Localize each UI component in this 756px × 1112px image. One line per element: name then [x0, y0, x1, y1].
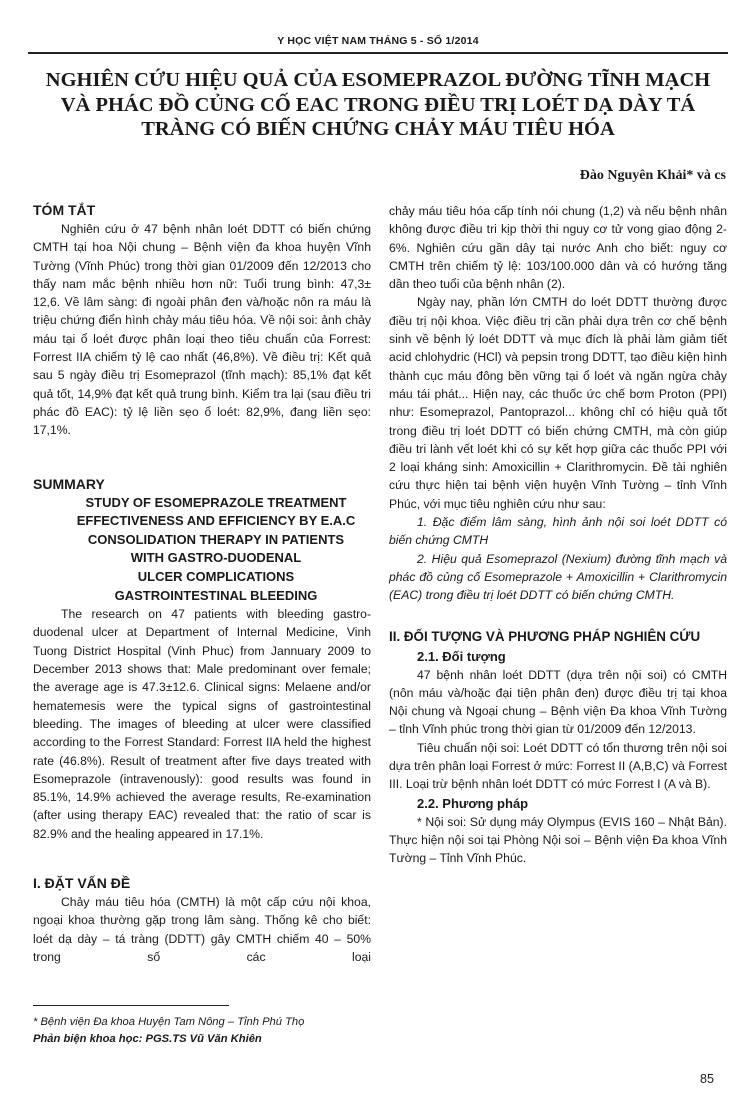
article-title: NGHIÊN CỨU HIỆU QUẢ CỦA ESOMEPRAZOL ĐƯỜNG TĨNH MẠCH VÀ PHÁC ĐỒ CỦNG CỐ EAC TRONG ĐIỀU TRỊ LOÉT DẠ DÀY TÁ TRÀNG CÓ BIẾN CHỨNG CHẢY MÁU TIÊU HÓA: [45, 69, 711, 140]
summary-title-line: CONSOLIDATION THERAPY IN PATIENTS: [87, 531, 345, 547]
running-head: Y HỌC VIỆT NAM THÁNG 5 - SỐ 1/2014: [277, 35, 479, 47]
footnotes: [33, 1014, 373, 1048]
objective-1: 1. Đặc điểm lâm sàng, hình ảnh nội soi loét DDTT có biến chứng CMTH: [389, 515, 727, 548]
abstract-heading: TÓM TẮT: [33, 202, 96, 218]
objective-2: 2. Hiệu quả Esomeprazol (Nexium) đường tĩnh mạch và phác đồ củng cố Esomeprazole + Amoxicillin + Clarithromycin (EAC) trong điều trị loét DDTT có biến chứng CMTH.: [389, 551, 727, 603]
summary-text: The research on 47 patients with bleeding gastro-duodenal ulcer at Department of Internal Medicine, Vinh Tuong District Hospital (Vinh Phuc) from Jannuary 2009 to December 2013 shows that: Male predominant over female; the average age is 47.3±12.6. Clinical signs: Melaene and/or hematemesis were the typical signs of gastrointestinal bleeding. The images of bleeding at ulcer were classified according to the Forrest Standard: Forrest IIA held the highest rate (46.8%). Result of treatment after five days treated with Esomeprazole (intravenously): good results was found in 85.1%, 14.9% achieved the average results, Re-examination (after using therapy EAC) revealed that: the ratio of scar is 82.9% and the healing appeared in 17.1%.: [33, 607, 371, 841]
section-1-paragraph-continued: [389, 202, 727, 293]
summary-title-line: GASTROINTESTINAL BLEEDING: [114, 587, 318, 603]
summary-title-line: WITH GASTRO-DUODENAL: [130, 550, 302, 566]
right-column: [389, 202, 727, 868]
author-line: Đào Nguyên Khải* và cs: [579, 168, 726, 183]
endoscopy-criteria-paragraph: Tiêu chuẩn nội soi: Loét DDTT có tổn thương trên nội soi dựa trên phân loại Forrest ở mức: Forrest II (A,B,C) và Forrest III. Loại trừ bệnh nhân loét DDTT có mức Forrest I (A và B).: [389, 740, 727, 792]
summary-title-line: EFFECTIVENESS AND EFFICIENCY BY E.A.C: [76, 513, 356, 529]
summary-title-line: ULCER COMPLICATIONS: [137, 568, 295, 584]
summary-title-line: STUDY OF ESOMEPRAZOLE TREATMENT: [85, 494, 347, 510]
subjects-paragraph: 47 bệnh nhân loét DDTT (dựa trên nội soi) có CMTH (nôn máu và/hoặc đại tiện phân đen) được điều trị tại khoa Nội chung và Ngoại chung – Bệnh viện Đa khoa Vĩnh Tường – tỉnh Vĩnh phúc trong thời gian từ 01/2009 đến 12/2013.: [389, 667, 727, 737]
section-1-paragraph-2: Ngày nay, phần lớn CMTH do loét DDTT thường được điều trị nội khoa. Việc điều trị cần phải dựa trên cơ chế bệnh sinh về bệnh lý loét DDTT và mục đích là phải làm giảm tiết acid chlohydric (HCl) và pepsin trong DDTT, tạo điều kiện hình thành cục máu đông bền vững tại ổ loét và ngăn ngừa chảy máu tái phát... Hiện nay, các thuốc ức chế bơm Proton (PPI) như: Esomeprazol, Pantoprazol... không chỉ có hiệu quả tốt trong điều trị loét DDTT có biến chứng CMTH, mà còn giúp điều tri lành vết loét khi có sự kết hợp giữa các thuốc PPI với 2 loại kháng sinh: Amoxicillin + Clarithromycin. Đề tài nghiên cứu thực hiện tai bệnh viện huyện Vĩnh Tường – tỉnh Vĩnh Phúc, với mục tiêu nghiên cứu như sau:: [389, 295, 727, 511]
section-2-heading: II. ĐỐI TƯỢNG VÀ PHƯƠNG PHÁP NGHIÊN CỨU: [389, 628, 701, 644]
affiliation-footnote: * Bệnh viện Đa khoa Huyện Tam Nông – Tỉnh Phú Thọ: [33, 1016, 305, 1028]
section-1-paragraph: [33, 893, 371, 966]
section-1-heading: I. ĐẶT VẤN ĐỀ: [33, 874, 131, 891]
page-number: 85: [700, 1072, 714, 1086]
methods-paragraph: * Nội soi: Sử dụng máy Olympus (EVIS 160 – Nhật Bản). Thực hiện nội soi tại Phòng Nội soi – Bệnh viện Đa khoa Vĩnh Tường – Tỉnh Vĩnh Phúc.: [389, 814, 727, 866]
header-rule: [28, 52, 728, 54]
section-1-paragraph-text: Chảy máu tiêu hóa (CMTH) là một cấp cứu nội khoa, ngoại khoa thường gặp trong lâm sàng. Thống kê cho biết: loét dạ dày – tá tràng (DDTT) gây CMTH chiếm 40 – 50% trong số các loại: [33, 894, 371, 964]
subsection-2-1-heading: 2.1. Đối tượng: [417, 648, 506, 664]
summary-title: [33, 494, 371, 606]
footnote-rule: [33, 1005, 229, 1006]
left-column: [33, 200, 371, 966]
abstract-text: Nghiên cứu ở 47 bệnh nhân loét DDTT có biến chứng CMTH tại hoa Nội chung – Bệnh viện đa khoa huyện Vĩnh Tường (Vĩnh Phúc) trong thời gian 01/2009 đến 12/2013 cho thấy nam mắc bệnh nhiều hơn nữ: Tuổi trung bình: 47,3± 12,6. Về lâm sàng: đi ngoài phân đen và/hoặc nôn ra máu là triệu chứng điển hình chảy máu tiêu hóa. Về nội soi: ảnh chảy máu tại ổ loét được phân loại theo tiêu chuẩn của Forrest: Forrest IIA chiếm tỷ lệ cao nhất (46,8%). Về điều trị: Kết quả sau 5 ngày điều trị Esomeprazol (tĩnh mạch): 85,1% đạt kết quả tốt, 14,9% đạt kết quả trung bình. Kiểm tra lại (sau điều tri phác đồ EAC): tỷ lệ liền sẹo ổ loét: 82,9%, đang liền sẹo: 17,1%.: [33, 222, 371, 438]
summary-heading: SUMMARY: [33, 475, 105, 492]
section-1-paragraph-continued-text: chảy máu tiêu hóa cấp tính nói chung (1,2) và nếu bệnh nhân không được điều tri kịp thời thi nguy cơ tử vong giao động 2-6%. Nghiên cứu gần dây tại nước Anh cho biết: nguy cơ CMTH trên chiếm tỷ lệ: 103/100.000 dân và có hướng tăng dần theo tuổi của bệnh nhân (2).: [389, 204, 727, 292]
reviewer-footnote: Phản biện khoa học: PGS.TS Vũ Văn Khiên: [33, 1033, 262, 1045]
subsection-2-2-heading: 2.2. Phương pháp: [417, 795, 529, 811]
